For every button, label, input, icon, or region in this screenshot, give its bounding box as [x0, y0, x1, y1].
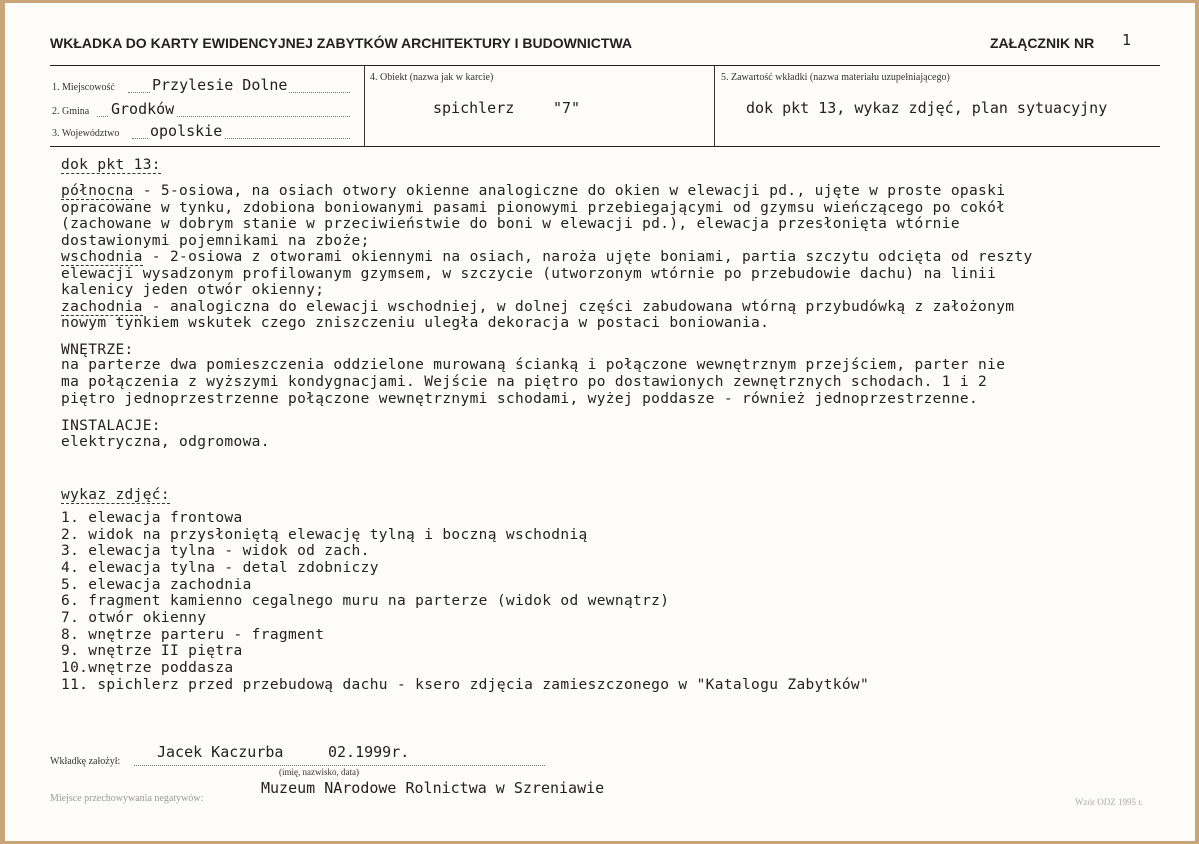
interior-line-2: ma połączenia z wyższymi kondygnacjami. Wejście na piętro po dostawionych zewnętrznych schodach. 1 i 2	[61, 374, 988, 390]
install-heading: INSTALACJE:	[61, 418, 161, 434]
author-dotline	[134, 765, 545, 766]
photo-item: 4. elewacja tylna - detal zdobniczy	[61, 560, 379, 576]
gmina-value: Grodków	[111, 100, 175, 118]
photo-item: 7. otwór okienny	[61, 610, 207, 626]
north-line-4: dostawionymi pojemnikami na zboże;	[61, 233, 370, 249]
obiekt-value-number: "7"	[553, 99, 581, 117]
form-title: WKŁADKA DO KARTY EWIDENCYJNEJ ZABYTKÓW ARCHITEKTURY I BUDOWNICTWA	[50, 35, 633, 51]
attachment-number: 1	[1122, 31, 1132, 49]
author-caption: (imię, nazwisko, data)	[279, 767, 359, 777]
wojewodztwo-value: opolskie	[150, 122, 223, 140]
north-label: północna	[61, 183, 134, 199]
interior-line-3: piętro jednoprzestrzenne połączone wewnętrznymi schodami, wyżej poddasze - również jednoprzestrzenne.	[61, 391, 979, 407]
north-line-1: północna - 5-osiowa, na osiach otwory okienne analogiczne do okien w elewacji pd., ujęte w proste opaski	[61, 183, 1006, 199]
photo-item: 2. widok na przysłoniętą elewację tylną i boczną wschodnią	[61, 527, 588, 543]
west-label: zachodnia	[61, 299, 143, 315]
form-code: Wzór ODZ 1995 r.	[1075, 797, 1143, 807]
miejscowosc-value: Przylesie Dolne	[152, 76, 288, 94]
photo-item: 11. spichlerz przed przebudową dachu - ksero zdjęcia zamieszczonego w "Katalogu Zabytków"	[61, 677, 870, 693]
west-line-1: zachodnia - analogiczna do elewacji wschodniej, w dolnej części zabudowana wtórną przybudówką z założonym	[61, 299, 1015, 315]
photo-item: 10.wnętrze poddasza	[61, 660, 234, 676]
attachment-label: ZAŁĄCZNIK NR	[990, 35, 1095, 51]
header-top-rule	[50, 65, 1160, 66]
photo-item: 6. fragment kamienno cegalnego muru na parterze (widok od wewnątrz)	[61, 593, 670, 609]
zawartosc-value: dok pkt 13, wykaz zdjęć, plan sytuacyjny	[746, 99, 1108, 117]
obiekt-label: 4. Obiekt (nazwa jak w karcie)	[370, 72, 494, 83]
obiekt-value: spichlerz	[433, 99, 515, 117]
column-divider-1	[364, 66, 365, 146]
wojewodztwo-label: 3. Województwo	[52, 128, 120, 139]
column-divider-2	[714, 66, 715, 146]
east-label: wschodnia	[61, 249, 143, 265]
photo-item: 8. wnętrze parteru - fragment	[61, 627, 325, 643]
west-line-2: nowym tynkiem wskutek czego zniszczeniu uległa dekoracja w postaci boniowania.	[61, 315, 770, 331]
photo-item: 9. wnętrze II piętra	[61, 643, 243, 659]
zawartosc-label: 5. Zawartość wkładki (nazwa materiału uzupełniającego)	[721, 72, 950, 83]
photo-item: 5. elewacja zachodnia	[61, 577, 252, 593]
photos-heading: wykaz zdjęć:	[61, 487, 170, 503]
header-bottom-rule	[50, 146, 1160, 147]
author-name: Jacek Kaczurba	[157, 743, 284, 761]
east-line-2: elewacji wysadzonym profilowanym gzymsem, w szczycie (utworzonym wtórnie po przebudowie dachu) na linii	[61, 266, 997, 282]
miejscowosc-label: 1. Miejscowość	[52, 82, 115, 93]
author-date: 02.1999r.	[328, 743, 410, 761]
interior-heading: WNĘTRZE:	[61, 342, 134, 358]
install-text: elektryczna, odgromowa.	[61, 434, 270, 450]
interior-line-1: na parterze dwa pomieszczenia oddzielone murowaną ścianką i połączone wewnętrznym przejściem, parter nie	[61, 357, 1006, 373]
north-line-2: opracowane w tynku, zdobiona boniowanymi pasami pionowymi przebiegającymi od gzymsu wieńczącego po cokół	[61, 200, 1006, 216]
storage-value: Muzeum NArodowe Rolnictwa w Szreniawie	[261, 779, 605, 797]
east-line-1: wschodnia - 2-osiowa z otworami okiennymi na osiach, naroża ujęte boniami, partia szczytu odcięta od reszty	[61, 249, 1033, 265]
photo-item: 1. elewacja frontowa	[61, 510, 243, 526]
author-label: Wkładkę założył:	[50, 756, 121, 767]
section-heading-dok: dok pkt 13:	[61, 157, 161, 173]
storage-label: Miejsce przechowywania negatywów:	[50, 793, 204, 804]
east-line-3: kalenicy jeden otwór okienny;	[61, 282, 325, 298]
north-line-3: (zachowane w dobrym stanie w przeciwieństwie do boni w elewacji pd.), elewacja przesłonięta wtórnie	[61, 216, 960, 232]
gmina-label: 2. Gmina	[52, 106, 90, 117]
photo-item: 3. elewacja tylna - widok od zach.	[61, 543, 370, 559]
